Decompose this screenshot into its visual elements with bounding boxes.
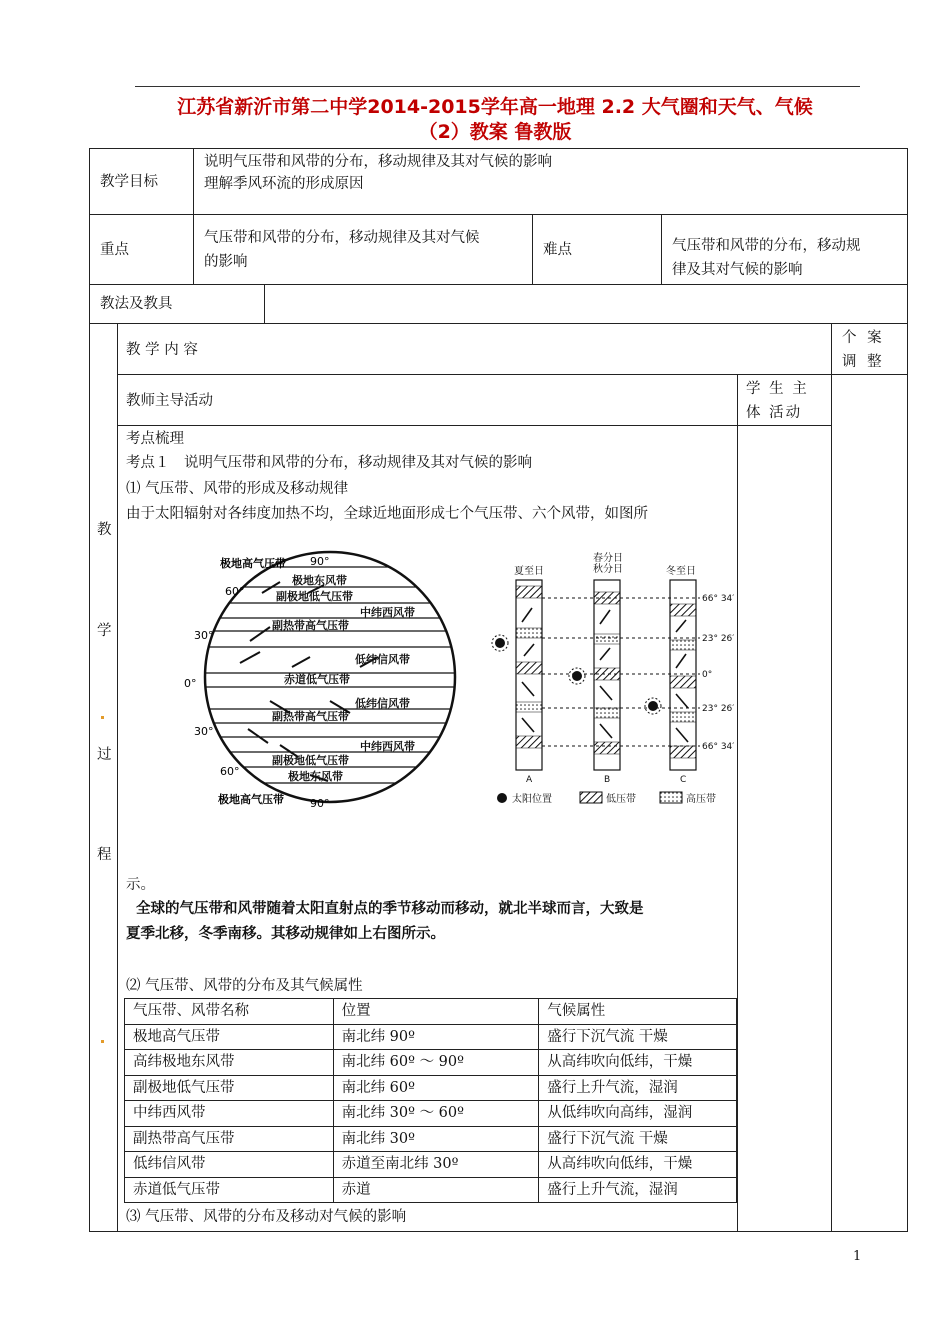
globe-lat-30-top: 30° xyxy=(194,629,214,642)
globe-lat-90-bottom: 90° xyxy=(310,797,330,810)
student-header-cell xyxy=(737,374,832,426)
teacher-header: 教师主导活动 xyxy=(126,393,213,409)
shift-bottom-label: C xyxy=(680,775,687,785)
globe-band-label: 中纬西风带 xyxy=(360,740,415,753)
body-p4: 由于太阳辐射对各纬度加热不均，全球近地面形成七个气压带、六个风带，如图所 xyxy=(126,506,648,522)
table-row xyxy=(125,1126,737,1152)
shift-col-b-label-2: 秋分日 xyxy=(593,564,623,575)
shift-lat-label: 66° 34′ xyxy=(702,594,735,604)
table-row xyxy=(125,1152,737,1178)
sun-icon xyxy=(569,668,585,684)
table-cell: 南北纬 30º ～ 60º xyxy=(333,1101,539,1127)
difficulty-label-cell xyxy=(532,214,662,285)
table-cell: 赤道低气压带 xyxy=(125,1177,334,1203)
body-p2: 考点１ 说明气压带和风带的分布，移动规律及其对气候的影响 xyxy=(126,455,532,471)
process-char-3: 过 xyxy=(97,747,112,763)
table-cell: 副极地低气压带 xyxy=(125,1075,334,1101)
globe-band-label: 副极地低气压带 xyxy=(276,590,353,603)
header-rule xyxy=(135,86,860,87)
content-header: 教 学 内 容 xyxy=(126,342,198,358)
table-cell: 盛行上升气流，湿润 xyxy=(539,1075,737,1101)
table-cell: 副热带高气压带 xyxy=(125,1126,334,1152)
globe-lat-0: 0° xyxy=(184,677,197,690)
table-cell: 从高纬吹向低纬，干燥 xyxy=(539,1152,737,1178)
page-number: 1 xyxy=(853,1249,862,1264)
table-cell: 南北纬 90º xyxy=(333,1024,539,1050)
body-p6-line1: 全球的气压带和风带随着太阳直射点的季节移动而移动，就北半球而言，大致是 xyxy=(136,901,644,917)
shift-col-a-label: 夏至日 xyxy=(514,566,544,577)
adjust-header: 个 案 调 整 xyxy=(842,330,885,370)
sun-icon xyxy=(645,698,661,714)
method-label: 教法及教具 xyxy=(100,296,173,312)
process-label-cell xyxy=(89,323,118,1232)
globe-lat-30-bottom: 30° xyxy=(194,725,214,738)
table-header-row xyxy=(125,999,737,1025)
key-label: 重点 xyxy=(100,242,129,258)
table-cell: 中纬西风带 xyxy=(125,1101,334,1127)
shift-lat-label: 23° 26′ xyxy=(702,704,735,714)
legend-sun-icon xyxy=(497,793,507,803)
globe-band-label: 低纬信风带 xyxy=(355,697,410,710)
student-content-cell xyxy=(737,425,832,1232)
teacher-header-cell xyxy=(117,374,738,426)
globe-top-label: 极地高气压带 xyxy=(220,557,286,570)
table-cell: 从低纬吹向高纬，湿润 xyxy=(539,1101,737,1127)
globe-band-label: 赤道低气压带 xyxy=(284,673,350,686)
table-row xyxy=(125,1075,737,1101)
table-cell: 赤道 xyxy=(333,1177,539,1203)
globe-band-label: 极地东风带 xyxy=(288,770,343,783)
table-cell: 盛行下沉气流 干燥 xyxy=(539,1126,737,1152)
table-cell: 高纬极地东风带 xyxy=(125,1050,334,1076)
key-text-1: 气压带和风带的分布，移动规律及其对气候 xyxy=(204,230,480,246)
method-content-cell xyxy=(264,284,908,324)
goals-content-cell xyxy=(193,148,908,215)
table-row xyxy=(125,1024,737,1050)
table-header: 位置 xyxy=(333,999,539,1025)
table-row xyxy=(125,1101,737,1127)
pressure-wind-globe-diagram xyxy=(180,545,470,815)
doc-title-line1: 江苏省新沂市第二中学2014-2015学年高一地理 2.2 大气圈和天气、气候 xyxy=(177,96,813,118)
legend-high-swatch xyxy=(660,792,682,803)
method-label-cell xyxy=(89,284,265,324)
difficulty-text-1: 气压带和风带的分布，移动规 xyxy=(672,238,861,254)
globe-band-label: 副热带高气压带 xyxy=(272,710,349,723)
table-cell: 极地高气压带 xyxy=(125,1024,334,1050)
globe-band-label: 中纬西风带 xyxy=(360,606,415,619)
shift-lat-label: 66° 34′ xyxy=(702,742,735,752)
table-cell: 南北纬 60º xyxy=(333,1075,539,1101)
goals-line2: 理解季风环流的形成原因 xyxy=(204,176,364,192)
pressure-wind-table xyxy=(124,998,737,1203)
process-char-4: 程 xyxy=(97,847,112,863)
key-label-cell xyxy=(89,214,194,285)
globe-band-label: 低纬信风带 xyxy=(355,653,410,666)
globe-lat-90-top: 90° xyxy=(310,555,330,568)
shift-col-b-label-1: 春分日 xyxy=(593,553,623,564)
body-p3: ⑴ 气压带、风带的形成及移动规律 xyxy=(126,481,349,497)
legend-low-swatch xyxy=(580,792,602,803)
globe-lat-60-bottom: 60° xyxy=(220,765,240,778)
globe-lat-60-top: 60° xyxy=(225,585,245,598)
goals-label: 教学目标 xyxy=(100,174,158,190)
table-cell: 南北纬 30º xyxy=(333,1126,539,1152)
table-row xyxy=(125,1177,737,1203)
table-cell: 盛行上升气流，湿润 xyxy=(539,1177,737,1203)
table-cell: 赤道至南北纬 30º xyxy=(333,1152,539,1178)
shift-lat-label: 0° xyxy=(702,670,713,680)
table-header: 气压带、风带名称 xyxy=(125,999,334,1025)
process-char-2: 学 xyxy=(97,623,112,639)
globe-band-label: 极地东风带 xyxy=(292,574,347,587)
table-cell: 盛行下沉气流 干燥 xyxy=(539,1024,737,1050)
legend-high-label: 高压带 xyxy=(686,794,716,805)
legend-low-label: 低压带 xyxy=(606,794,636,805)
table-cell: 低纬信风带 xyxy=(125,1152,334,1178)
difficulty-label: 难点 xyxy=(543,242,572,258)
table-cell: 从高纬吹向低纬，干燥 xyxy=(539,1050,737,1076)
body-p5: 示。 xyxy=(126,877,155,893)
difficulty-content-cell xyxy=(661,214,908,285)
orange-mark xyxy=(101,1040,104,1043)
orange-mark xyxy=(101,716,104,719)
content-header-cell xyxy=(117,323,832,375)
key-content-cell xyxy=(193,214,533,285)
table-header: 气候属性 xyxy=(539,999,737,1025)
table-cell: 南北纬 60º ～ 90º xyxy=(333,1050,539,1076)
process-char-1: 教 xyxy=(97,522,112,538)
shift-lat-label: 23° 26′ xyxy=(702,634,735,644)
table-row xyxy=(125,1050,737,1076)
shift-bottom-label: B xyxy=(604,775,611,785)
body-p8: ⑶ 气压带、风带的分布及移动对气候的影响 xyxy=(126,1209,407,1225)
difficulty-text-2: 律及其对气候的影响 xyxy=(672,262,803,278)
globe-band-label: 副极地低气压带 xyxy=(272,754,349,767)
globe-band-label: 副热带高气压带 xyxy=(272,619,349,632)
body-p6-line2: 夏季北移，冬季南移。其移动规律如上右图所示。 xyxy=(126,926,445,942)
adjust-header-cell xyxy=(831,323,908,375)
adjust-column xyxy=(831,374,908,1232)
body-p1: 考点梳理 xyxy=(126,431,184,447)
legend-sun-label: 太阳位置 xyxy=(512,794,552,805)
pressure-belt-shift-diagram xyxy=(480,548,735,810)
body-p7: ⑵ 气压带、风带的分布及其气候属性 xyxy=(126,978,363,994)
goals-label-cell xyxy=(89,148,194,215)
shift-col-c-label: 冬至日 xyxy=(666,566,696,577)
student-header: 学 生 主 体 活动 xyxy=(746,381,809,421)
key-text-2: 的影响 xyxy=(204,254,248,270)
globe-bottom-label: 极地高气压带 xyxy=(218,793,284,806)
shift-bottom-label: A xyxy=(526,775,533,785)
doc-title-line2: （2）教案 鲁教版 xyxy=(418,121,572,143)
sun-icon xyxy=(492,635,508,651)
goals-line1: 说明气压带和风带的分布，移动规律及其对气候的影响 xyxy=(204,154,552,170)
